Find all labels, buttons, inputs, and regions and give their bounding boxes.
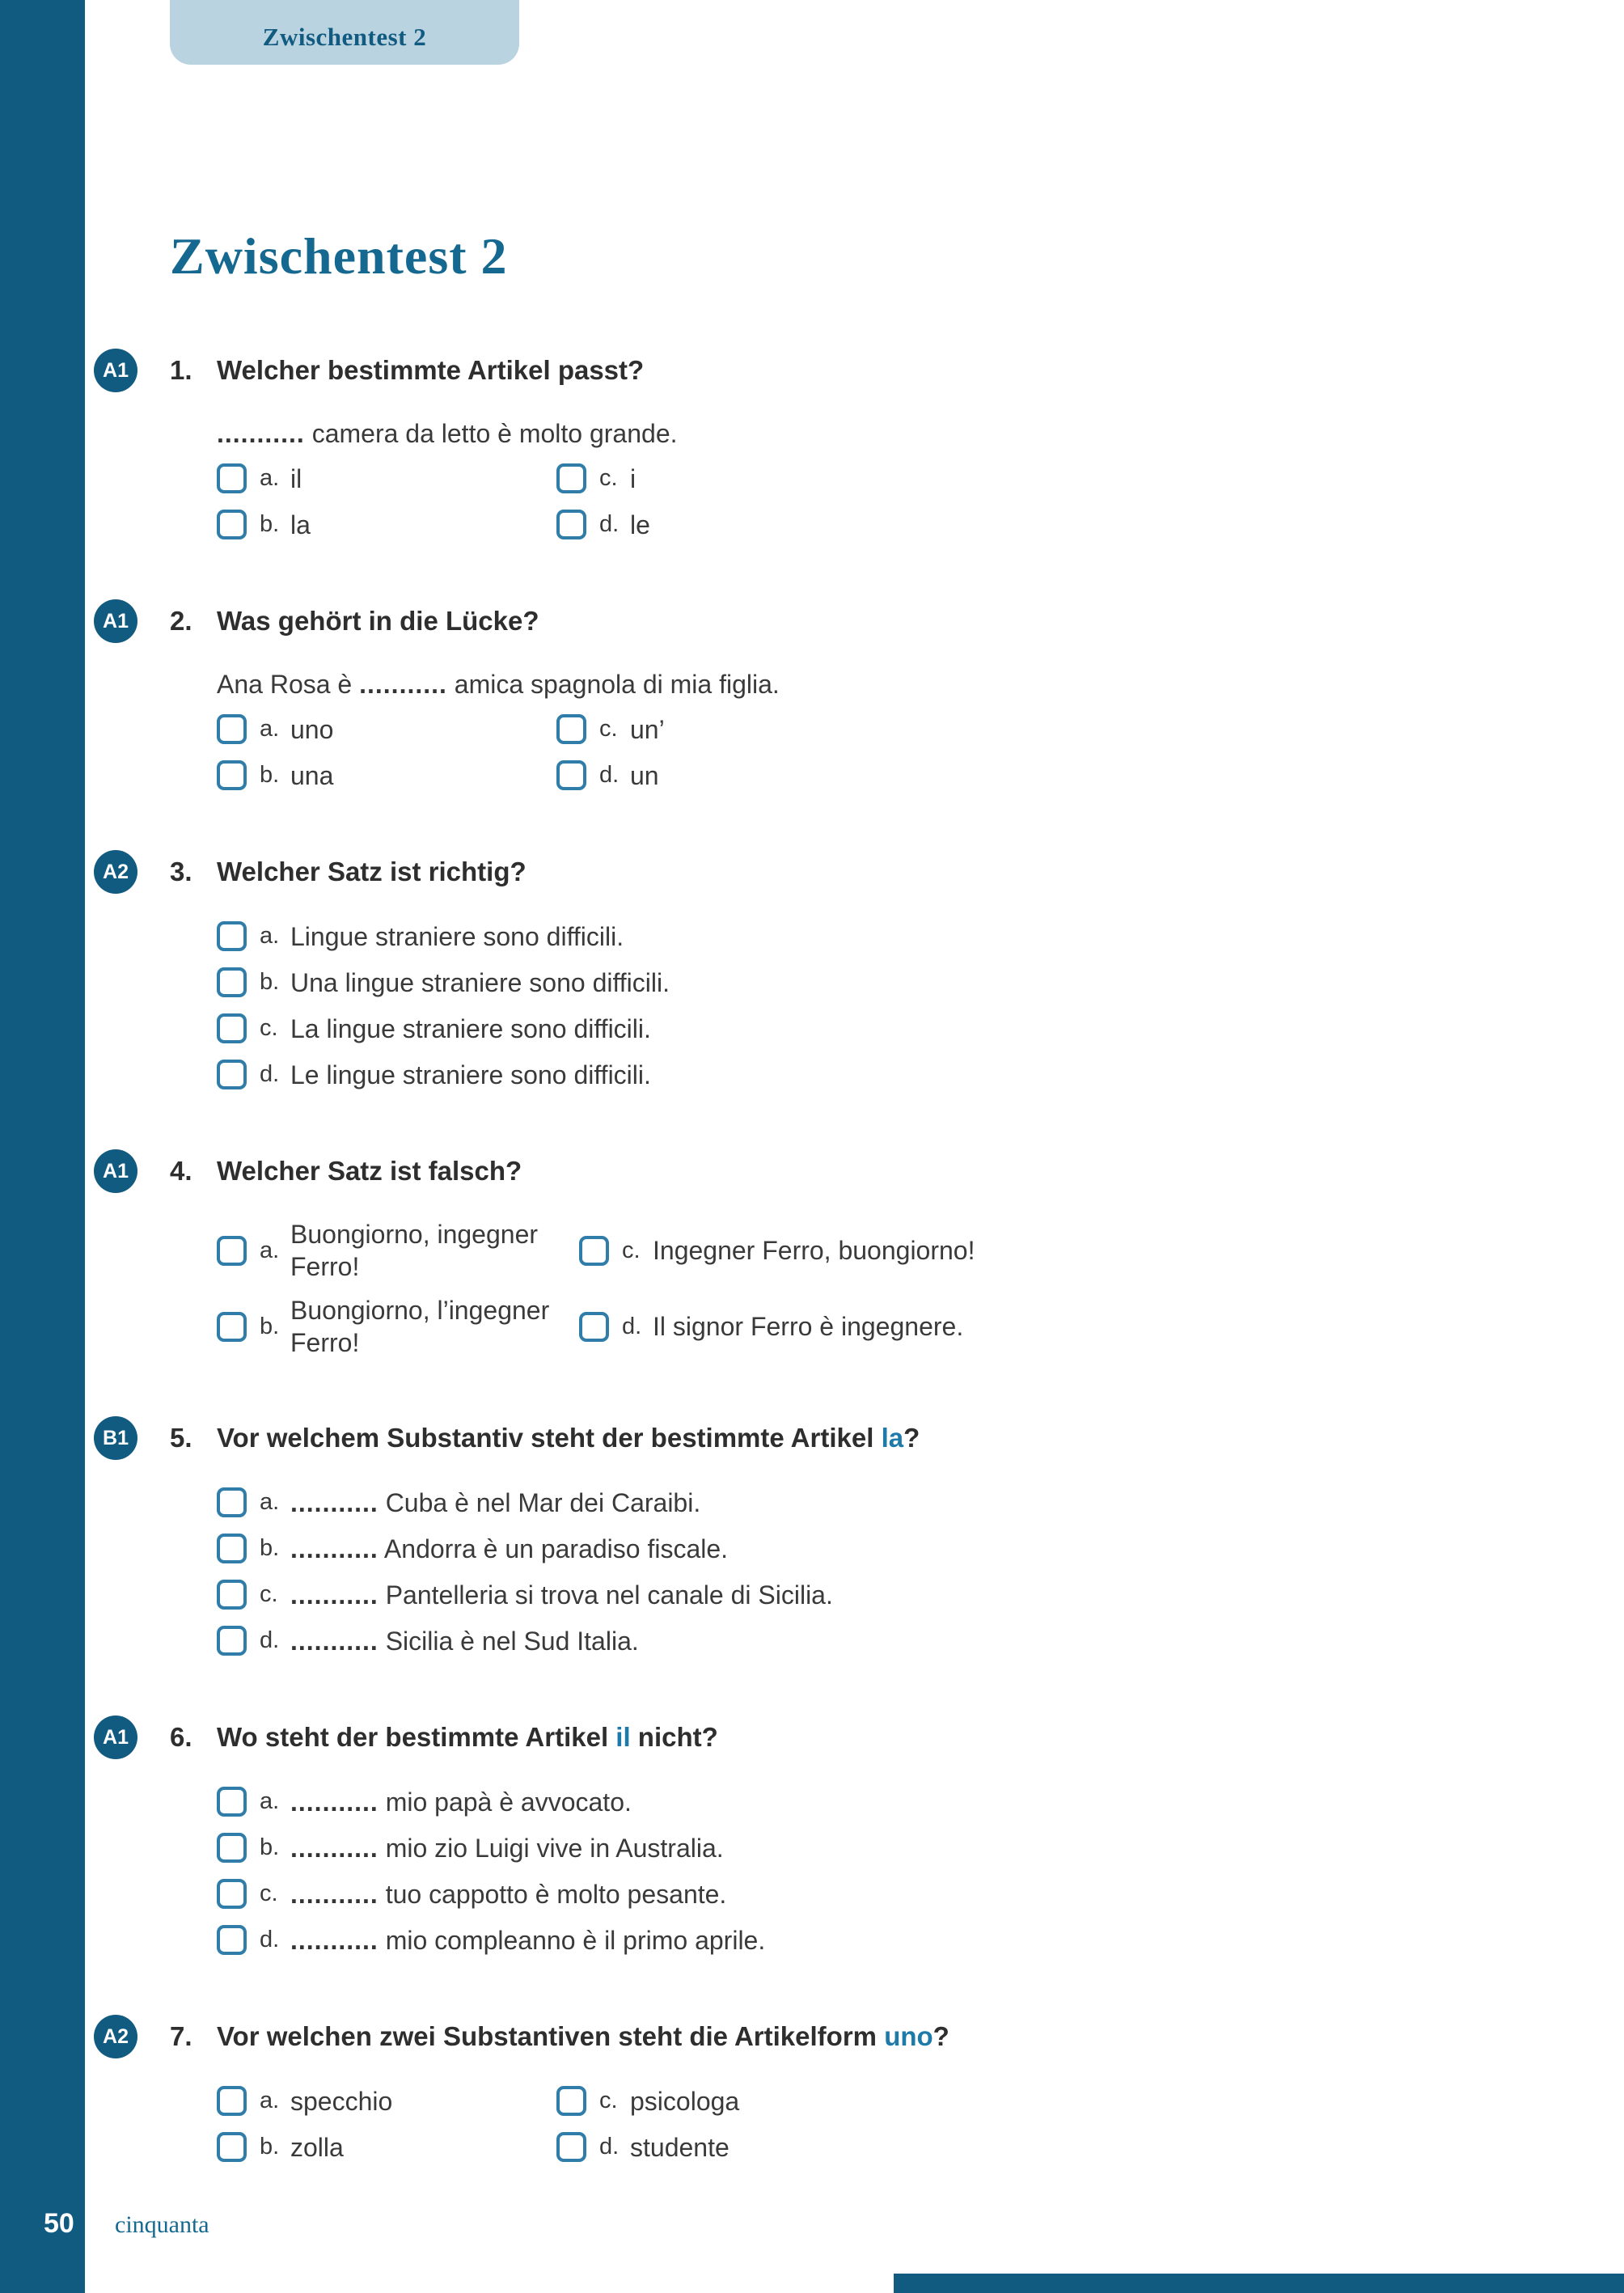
option-text: uno [290,714,334,744]
option-letter: d. [599,2134,620,2160]
question-title: Vor welchem Substantiv steht der bestimmte Artikel la? [217,1423,920,1453]
question-1 [103,354,1480,542]
option-text: ........... mio papà è avvocato. [290,1787,632,1817]
blank-dots: ........... [290,1487,379,1517]
level-badge: A2 [94,2015,137,2058]
answer-option-d [217,1923,1480,1957]
option-letter: b. [260,1313,280,1339]
option-letter: b. [260,1535,280,1561]
checkbox[interactable] [556,463,586,493]
answer-option-a [217,712,556,747]
options [217,461,1480,542]
answer-option-c [217,1876,1480,1911]
question-3 [103,856,1480,1092]
checkbox[interactable] [217,463,247,493]
option-text: Le lingue straniere sono difficili. [290,1060,651,1089]
question-7 [103,2020,1480,2164]
option-letter: b. [260,1834,280,1860]
option-text: ........... Cuba è nel Mar dei Caraibi. [290,1487,701,1517]
checkbox[interactable] [217,921,247,951]
option-letter: b. [260,2134,280,2160]
checkbox[interactable] [217,1787,247,1817]
question-header [170,2020,1480,2053]
option-text: ........... Andorra è un paradiso fiscale. [290,1534,729,1563]
checkbox[interactable] [579,1236,609,1266]
option-letter: a. [260,1237,280,1263]
answer-option-b [217,965,1480,1000]
answer-option-b [217,758,556,793]
page-number-word: cinquanta [115,2211,209,2238]
blank-dots: ........... [290,1580,379,1610]
answer-option-a [217,919,1480,954]
gap-sentence: Ana Rosa è ........... amica spagnola di mia figlia. [217,670,780,699]
question-number: 3. [170,857,192,886]
checkbox[interactable] [217,2086,247,2116]
option-letter: c. [260,1881,278,1906]
option-letter: a. [260,465,280,491]
answer-option-d [556,507,1480,542]
answer-option-a [217,1218,579,1283]
options [217,1784,1480,1957]
answer-option-b [217,1294,579,1359]
level-badge: A1 [94,1149,137,1193]
option-text: specchio [290,2086,393,2116]
checkbox[interactable] [217,1312,247,1342]
option-letter: d. [260,1927,280,1952]
option-text: Una lingue straniere sono difficili. [290,967,670,997]
checkbox[interactable] [579,1312,609,1342]
option-text: zolla [290,2132,344,2162]
checkbox[interactable] [217,1626,247,1656]
option-text: un’ [630,714,665,744]
answer-option-b [217,2130,556,2164]
question-title: Welcher bestimmte Artikel passt? [217,355,645,385]
checkbox[interactable] [556,714,586,744]
question-header [170,605,1480,637]
option-text: ........... mio compleanno è il primo aprile. [290,1925,766,1955]
question-title: Was gehört in die Lücke? [217,606,539,636]
question-header [170,354,1480,387]
blank-dots: ........... [290,1534,379,1563]
answer-option-d [556,758,1480,793]
checkbox[interactable] [217,2132,247,2162]
question-number: 6. [170,1722,192,1752]
answer-option-d [556,2130,1480,2164]
level-badge: A1 [94,599,137,643]
blank-dots: ........... [290,1879,379,1909]
checkbox[interactable] [217,967,247,997]
option-letter: d. [599,511,620,537]
checkbox[interactable] [556,510,586,539]
checkbox[interactable] [217,714,247,744]
question-header [170,1422,1480,1454]
blank-dots: ........... [359,670,447,699]
options [217,919,1480,1092]
highlighted-word: il [615,1722,631,1752]
highlighted-word: la [881,1423,904,1453]
question-header [170,1721,1480,1754]
question-title: Wo steht der bestimmte Artikel il nicht? [217,1722,718,1752]
option-letter: d. [260,1627,280,1653]
question-4 [103,1155,1480,1359]
answer-option-b [217,1830,1480,1865]
left-color-band [0,0,85,2293]
option-text: i [630,463,636,493]
option-text: le [630,510,650,539]
checkbox[interactable] [217,1534,247,1563]
answer-option-b [217,507,556,542]
option-text: ........... tuo cappotto è molto pesante. [290,1879,727,1909]
blank-dots: ........... [290,1925,379,1955]
option-text: La lingue straniere sono difficili. [290,1013,651,1043]
page-title: Zwischentest 2 [170,227,508,285]
answer-option-c [556,461,1480,496]
option-letter: b. [260,969,280,995]
question-number: 7. [170,2021,192,2051]
question-number: 2. [170,606,192,636]
checkbox[interactable] [217,1833,247,1863]
level-badge: A1 [94,1716,137,1759]
option-text: ........... Pantelleria si trova nel canale di Sicilia. [290,1580,833,1610]
options [217,1218,1480,1359]
question-number: 1. [170,355,192,385]
checkbox[interactable] [217,1060,247,1089]
option-letter: d. [260,1061,280,1087]
question-number: 5. [170,1423,192,1453]
option-letter: c. [599,2088,618,2113]
question-title: Welcher Satz ist falsch? [217,1156,522,1186]
option-text: psicologa [630,2086,740,2116]
option-text: una [290,760,334,790]
answer-option-a [217,461,556,496]
option-text: Ingegner Ferro, buongiorno! [653,1236,975,1265]
level-badge: A2 [94,850,137,894]
option-text: la [290,510,311,539]
checkbox[interactable] [217,1879,247,1909]
option-text: Il signor Ferro è ingegnere. [653,1312,964,1341]
answer-option-c [217,1011,1480,1046]
question-5 [103,1422,1480,1658]
option-text: un [630,760,659,790]
question-header [170,1155,1480,1187]
level-badge: A1 [94,349,137,392]
checkbox[interactable] [556,2086,586,2116]
option-letter: d. [622,1313,642,1339]
checkbox[interactable] [217,510,247,539]
answer-option-c [556,2084,1480,2118]
option-text: ........... mio zio Luigi vive in Australia. [290,1833,724,1863]
bottom-color-band [894,2274,1624,2293]
answer-option-b [217,1531,1480,1566]
option-letter: c. [599,716,618,742]
page-number: 50 [44,2208,74,2239]
answer-option-c [579,1218,1480,1283]
answer-option-a [217,2084,556,2118]
option-letter: a. [260,1489,280,1515]
option-letter: c. [599,465,618,491]
answer-option-a [217,1784,1480,1819]
checkbox[interactable] [217,1487,247,1517]
option-letter: a. [260,1788,280,1814]
blank-dots: ........... [290,1787,379,1817]
options [217,2084,1480,2164]
question-header [170,856,1480,888]
option-text: Buongiorno, l’ingegner Ferro! [290,1296,550,1357]
highlighted-word: uno [884,2021,933,2051]
option-letter: a. [260,716,280,742]
checkbox[interactable] [217,1925,247,1955]
option-text: Buongiorno, ingegner Ferro! [290,1220,539,1281]
blank-dots: ........... [290,1833,379,1863]
option-letter: a. [260,923,280,949]
option-letter: a. [260,2088,280,2113]
question-title: Vor welchen zwei Substantiven steht die Artikelform uno? [217,2021,949,2051]
checkbox[interactable] [217,1013,247,1043]
checkbox[interactable] [556,2132,586,2162]
answer-option-a [217,1485,1480,1520]
question-number: 4. [170,1156,192,1186]
option-letter: b. [260,511,280,537]
option-letter: c. [622,1237,641,1263]
chapter-tab-label: Zwischentest 2 [262,23,427,51]
answer-option-d [579,1294,1480,1359]
question-2 [103,605,1480,793]
option-letter: c. [260,1015,278,1041]
options [217,712,1480,793]
option-letter: b. [260,762,280,788]
answer-option-d [217,1057,1480,1092]
checkbox[interactable] [556,760,586,790]
option-text: studente [630,2132,730,2162]
checkbox[interactable] [217,1580,247,1610]
blank-dots: ........... [290,1626,379,1656]
blank-dots: ........... [217,419,305,448]
option-text: Lingue straniere sono difficili. [290,921,624,951]
option-text: ........... Sicilia è nel Sud Italia. [290,1626,639,1656]
checkbox[interactable] [217,760,247,790]
option-text: il [290,463,302,493]
option-letter: d. [599,762,620,788]
level-badge: B1 [94,1416,137,1460]
answer-option-c [556,712,1480,747]
answer-option-c [217,1577,1480,1612]
options [217,1485,1480,1658]
chapter-tab [170,0,519,65]
gap-sentence: ........... camera da letto è molto grande. [217,419,678,448]
question-6 [103,1721,1480,1957]
answer-option-d [217,1623,1480,1658]
option-letter: c. [260,1581,278,1607]
checkbox[interactable] [217,1236,247,1266]
question-title: Welcher Satz ist richtig? [217,857,527,886]
